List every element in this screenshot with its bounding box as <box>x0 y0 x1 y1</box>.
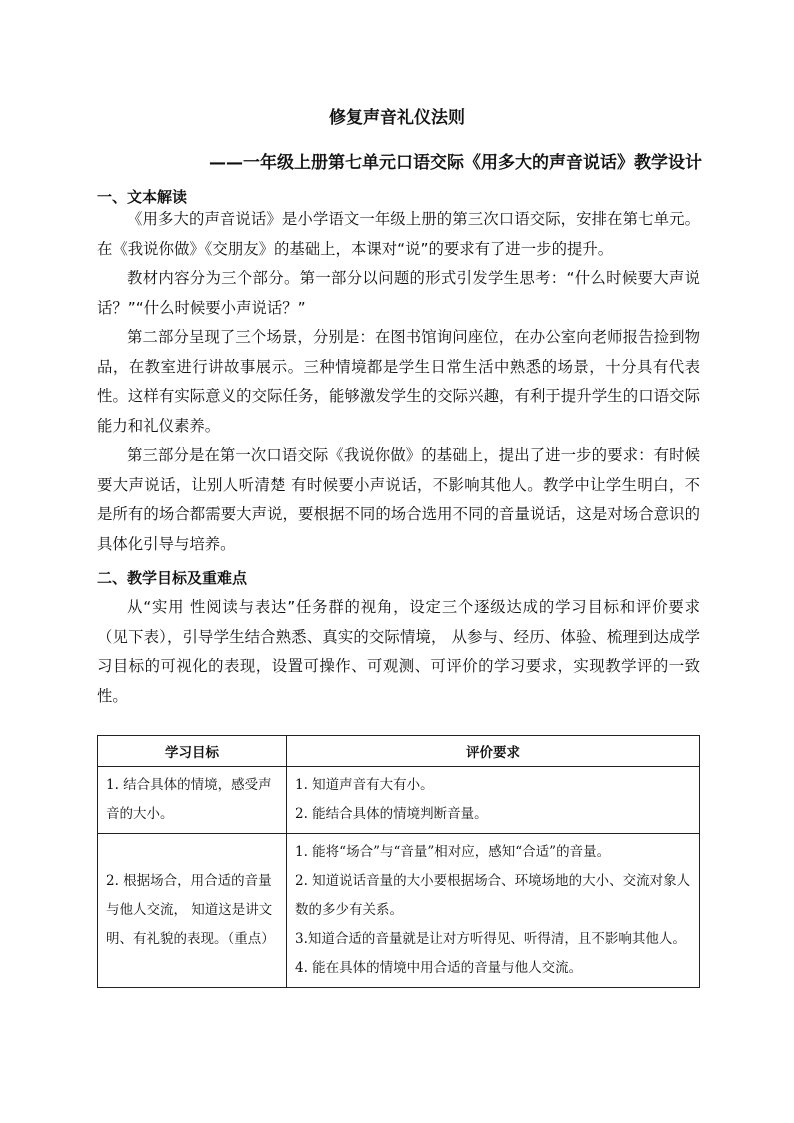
goal-cell: 1. 结合具体的情境，感受声音的大小。 <box>98 767 287 834</box>
document-subtitle: ——一年级上册第七单元口语交际《用多大的声音说话》教学设计 <box>209 153 702 173</box>
criteria-item: 2. 能结合具体的情境判断音量。 <box>295 806 488 822</box>
goals-table <box>97 735 700 988</box>
document-title: 修复声音礼仪法则 <box>329 108 465 128</box>
column-header-goal: 学习目标 <box>98 736 287 767</box>
table-row <box>98 767 700 834</box>
criteria-item: 4. 能在具体的情境中用合适的音量与他人交流。 <box>295 960 583 976</box>
table-row <box>98 834 700 988</box>
table-header-row <box>98 736 700 767</box>
criteria-item: 1. 知道声音有大有小。 <box>295 777 434 793</box>
paragraph: 从“实用 性阅读与表达”任务群的视角，设定三个逐级达成的学习目标和评价要求（见下表），引导学生结合熟悉、真实的交际情境， 从参与、经历、体验、梳理到达成学习目标的可视化的表现，设置可操作、可观测、可评价的学习要求，实现教学评的一致性。 <box>97 598 700 705</box>
paragraph: 教材内容分为三个部分。第一部分以问题的形式引发学生思考：“什么时候要大声说话？”“什么时候要小声说话？” <box>97 269 700 317</box>
section-heading-text-analysis: 一、文本解读 <box>97 188 188 206</box>
criteria-item: 3.知道合适的音量就是让对方听得见、听得清，且不影响其他人。 <box>295 931 686 947</box>
column-header-criteria: 评价要求 <box>287 736 700 767</box>
paragraph: 第二部分呈现了三个场景，分别是：在图书馆询问座位，在办公室向老师报告捡到物品，在教室进行讲故事展示。三种情境都是学生日常生活中熟悉的场景，十分具有代表性。这样有实际意义的交际任务，能够激发学生的交际兴趣，有利于提升学生的口语交际能力和礼仪素养。 <box>97 328 700 435</box>
paragraph: 《用多大的声音说话》是小学语文一年级上册的第三次口语交际，安排在第七单元。在《我说你做》《交朋友》的基础上，本课对“说”的要求有了进一步的提升。 <box>97 210 700 258</box>
goal-cell: 2. 根据场合，用合适的音量与他人交流， 知道这是讲文明、有礼貌的表现。（重点） <box>98 834 287 988</box>
criteria-cell <box>287 767 700 834</box>
criteria-item: 1. 能将“场合”与“音量”相对应，感知“合适”的音量。 <box>295 844 611 860</box>
section-heading-teaching-goals: 二、教学目标及重难点 <box>97 569 248 587</box>
criteria-item: 2. 知道说话音量的大小要根据场合、环境场地的大小、交流对象人数的多少有关系。 <box>295 873 691 918</box>
paragraph: 第三部分是在第一次口语交际《我说你做》的基础上，提出了进一步的要求：有时候要大声说话，让别人听清楚 有时候要小声说话，不影响其他人。教学中让学生明白，不是所有的场合都需要大声说，要根据不同的场合选用不同的音量说话，这是对场合意识的具体化引导与培养。 <box>97 446 700 553</box>
criteria-cell <box>287 834 700 988</box>
